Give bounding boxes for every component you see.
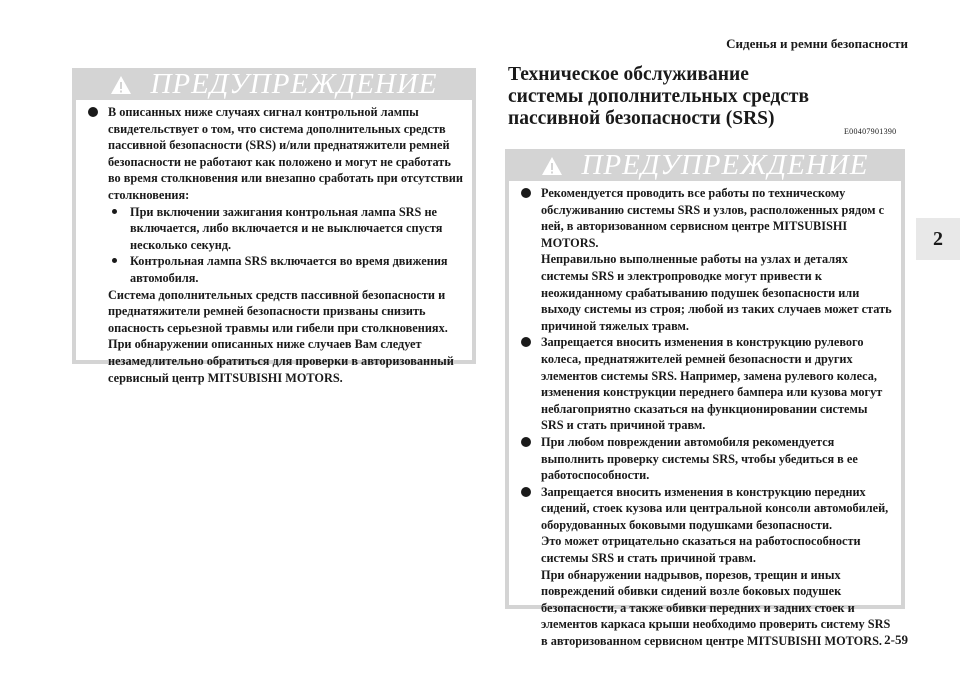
warning-text: Запрещается вносить изменения в конструкцию передних сидений, стоек кузова или центральной консоли автомобилей, оборудованных боковыми подушками безопасности. [541,484,889,532]
bullet-icon [521,437,531,447]
warning-text: Это может отрицательно сказаться на работоспособности системы SRS и стать причиной травм. [541,534,861,566]
warning-triangle-icon [541,156,563,176]
running-header: Сиденья и ремни безопасности [726,36,908,51]
warning-text: В описанных ниже случаях сигнал контрольной лампы свидетельствует о том, что система дополнительных средств пассивной безопасности (SRS) и/или преднатяжители ремней безопасности не работают как положено и могут не сработать во время столкновения или внезапно сработать при отсутствии столкновения: [108,105,463,202]
warning-title: ПРЕДУПРЕЖДЕНИЕ [150,67,438,100]
bullet-icon [88,107,98,117]
warning-text: При обнаружении описанных ниже случаев Вам следует незамедлительно обратиться для проверки в авторизованный сервисный центр MITSUBISHI MOTORS. [108,337,454,385]
page-number: 2-59 [884,632,908,647]
chapter-tab: 2 [916,218,960,260]
warning-header [505,149,905,181]
sub-bullet-icon [112,209,117,214]
warning-item [521,434,893,484]
warning-subitem: Контрольная лампа SRS включается во время движения автомобиля. [108,253,464,286]
warning-body [72,100,476,385]
warning-text: Система дополнительных средств пассивной безопасности и преднатяжители ремней безопасности призваны снизить опасность серьезной травмы или гибели при столкновениях. [108,287,448,335]
warning-text: Рекомендуется проводить все работы по техническому обслуживанию системы SRS и узлов, расположенных рядом с ней, в авторизованном сервисном центре MITSUBISHI MOTORS. [541,186,885,250]
warning-triangle-icon [110,75,132,95]
warning-item [521,484,893,650]
warning-header [72,68,476,100]
warning-title: ПРЕДУПРЕЖДЕНИЕ [581,148,869,181]
warning-text: Запрещается вносить изменения в конструкцию рулевого колеса, преднатяжителей ремней безопасности и других элементов системы SRS. Например, замена рулевого колеса, изменения конструкции переднего бампера или кузова могут неблагоприятно сказаться на функционировании системы SRS и стать причиной травм. [541,335,883,433]
warning-subitem: При включении зажигания контрольная лампа SRS не включается, либо включается и не выключается спустя несколько секунд. [108,204,464,254]
warning-item [88,104,464,386]
warning-box-left [72,67,476,385]
sub-bullet-icon [112,258,117,263]
warning-text: При любом повреждении автомобиля рекомендуется выполнить проверку системы SRS, чтобы убедиться в ее работоспособности. [541,434,858,483]
section-title: Техническое обслуживание системы дополнительных средств пассивной безопасности (SRS) [508,64,810,129]
bullet-icon [521,188,531,198]
warning-text: Неправильно выполненные работы на узлах и деталях системы SRS и электропроводке могут привести к неожиданному срабатыванию подушек безопасности или выходу системы из строя; любой из таких случаев может стать причиной тяжелых травм. [541,252,892,333]
bullet-icon [521,337,531,347]
section-code: E00407901390 [844,127,897,136]
bullet-icon [521,487,531,497]
warning-item [521,185,893,334]
warning-text: При обнаружении надрывов, порезов, трещин и иных повреждений обивки сидений возле боковых подушек безопасности, а также обивки передних и задних стоек и элементов каркаса крыши необходимо проверить систему SRS в авторизованном сервисном центре MITSUBISHI MOTORS. [541,567,891,649]
warning-item [521,334,893,434]
